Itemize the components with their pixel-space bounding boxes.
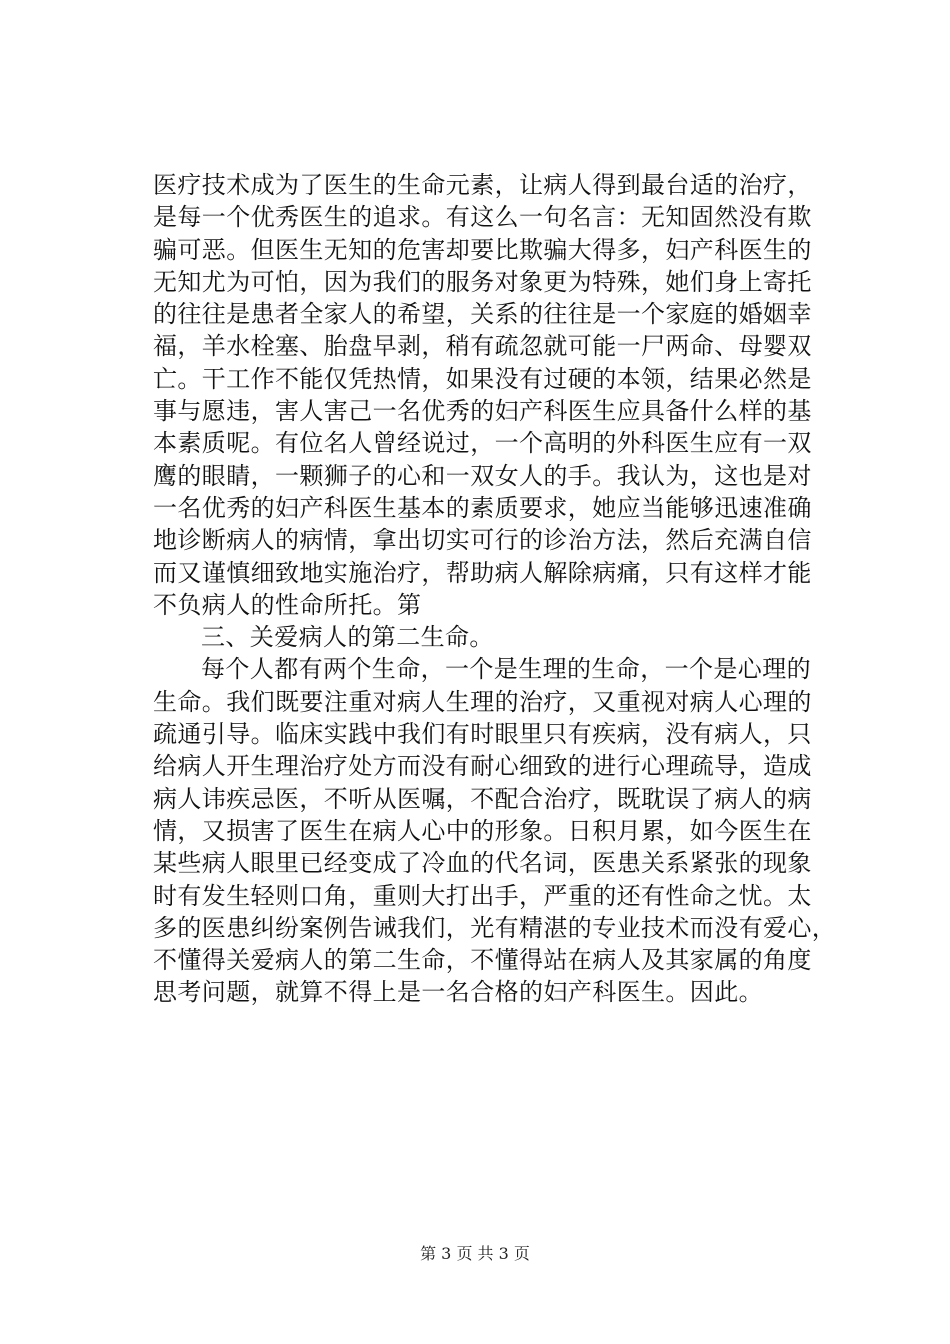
text-line: 而又谨慎细致地实施治疗，帮助病人解除病痛，只有这样才能: [153, 558, 812, 587]
text-line: 每个人都有两个生命，一个是生理的生命，一个是心理的: [201, 655, 811, 684]
text-line: 不懂得关爱病人的第二生命，不懂得站在病人及其家属的角度: [153, 946, 812, 975]
text-line: 无知尤为可怕，因为我们的服务对象更为特殊，她们身上寄托: [153, 267, 812, 296]
text-line: 地诊断病人的病情，拿出切实可行的诊治方法，然后充满自信: [153, 526, 812, 555]
text-line: 事与愿违，害人害己一名优秀的妇产科医生应具备什么样的基: [153, 397, 812, 426]
section-heading: 三、关爱病人的第二生命。: [201, 623, 494, 652]
text-line: 本素质呢。有位名人曾经说过，一个高明的外科医生应有一双: [153, 429, 812, 458]
text-line: 某些病人眼里已经变成了冷血的代名词，医患关系紧张的现象: [153, 849, 812, 878]
document-body: [153, 169, 837, 1009]
text-line: 思考问题，就算不得上是一名合格的妇产科医生。因此。: [153, 978, 763, 1007]
page-footer: 第 3 页 共 3 页: [420, 1244, 530, 1263]
text-line: 生命。我们既要注重对病人生理的治疗，又重视对病人心理的: [153, 687, 812, 716]
text-line: 情，又损害了医生在病人心中的形象。日积月累，如今医生在: [153, 816, 812, 845]
text-line: 骗可恶。但医生无知的危害却要比欺骗大得多，妇产科医生的: [153, 235, 812, 264]
text-line: 病人讳疾忌医，不听从医嘱，不配合治疗，既耽误了病人的病: [153, 784, 812, 813]
text-line: 不负病人的性命所托。第: [153, 590, 422, 619]
text-line: 疏通引导。临床实践中我们有时眼里只有疾病，没有病人，只: [153, 720, 812, 749]
text-line: 鹰的眼睛，一颗狮子的心和一双女人的手。我认为，这也是对: [153, 461, 812, 490]
text-line: 多的医患纠纷案例告诫我们，光有精湛的专业技术而没有爱心，: [153, 913, 837, 942]
text-line: 是每一个优秀医生的追求。有这么一句名言：无知固然没有欺: [153, 203, 812, 232]
text-line: 一名优秀的妇产科医生基本的素质要求，她应当能够迅速准确: [153, 493, 812, 522]
text-line: 的往往是患者全家人的希望，关系的往往是一个家庭的婚姻幸: [153, 300, 812, 329]
text-line: 时有发生轻则口角，重则大打出手，严重的还有性命之忧。太: [153, 881, 812, 910]
text-line: 医疗技术成为了医生的生命元素，让病人得到最台适的治疗，: [153, 171, 812, 199]
text-line: 给病人开生理治疗处方而没有耐心细致的进行心理疏导，造成: [153, 752, 812, 781]
text-line: 福，羊水栓塞、胎盘早剥，稍有疏忽就可能一尸两命、母婴双: [153, 332, 812, 361]
text-line: 亡。干工作不能仅凭热情，如果没有过硬的本领，结果必然是: [153, 364, 812, 393]
